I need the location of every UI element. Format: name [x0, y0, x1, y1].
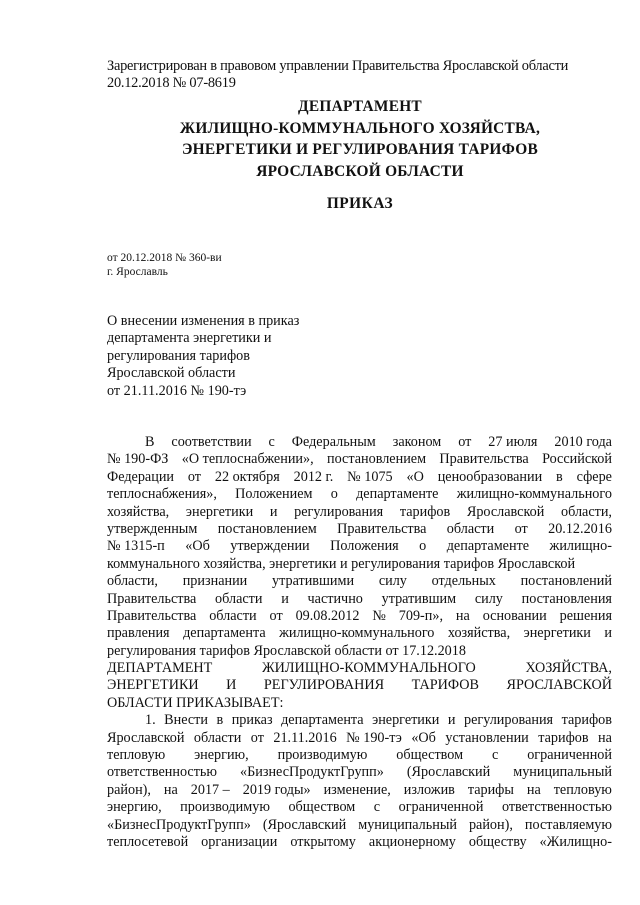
subject-line-2: департамента энергетики и [107, 330, 272, 347]
body-word: отдельных [431, 573, 496, 590]
body-word: 21.11.2016 [273, 729, 337, 746]
body-word: Ярославской [466, 503, 545, 520]
body-word: обществом [288, 799, 356, 816]
body-word: тепловую [553, 781, 612, 798]
body-word: теплоснабжения», [107, 486, 217, 503]
body-word: с [373, 799, 381, 816]
department-heading [100, 96, 620, 182]
body-word: Правительства [107, 607, 197, 624]
body-line [107, 538, 612, 555]
body-word: энергетики [185, 503, 254, 520]
order-subject [107, 313, 299, 400]
body-word: 2010 года [554, 434, 612, 450]
subject-line-3: регулирования тарифов [107, 347, 250, 364]
body-line [107, 486, 612, 503]
order-city: г. Ярославль [107, 266, 168, 278]
body-word: 20.12.2016 [548, 520, 612, 537]
order-meta [107, 251, 222, 279]
registration-line-2: 20.12.2018 № 07-8619 [107, 75, 236, 91]
body-line [107, 677, 612, 694]
body-word: № 1315-п [107, 538, 165, 555]
body-word: от [187, 468, 201, 485]
body-word: департамента [183, 625, 266, 642]
subject-line-5: от 21.11.2016 № 190-тэ [107, 382, 247, 399]
body-line [107, 799, 612, 816]
body-word: и [269, 503, 278, 520]
body-word: (Ярославский [406, 764, 491, 781]
body-word: с [268, 434, 275, 450]
body-word: изменение, [323, 781, 391, 798]
body-word: соответствии [171, 434, 252, 450]
body-word: Правительства [337, 520, 427, 537]
body-word: области [209, 607, 257, 624]
body-word: постановлением [217, 520, 317, 537]
body-word: сфере [576, 468, 612, 485]
body-line [107, 712, 612, 729]
body-word: 22 октября [214, 468, 280, 485]
body-word: В [145, 434, 155, 450]
body-word: и [604, 625, 612, 642]
body-word: «Об [185, 538, 210, 555]
body-word: хозяйства, [107, 503, 170, 520]
body-word: утратившим [381, 590, 457, 607]
body-word: район), [107, 781, 151, 798]
body-word: обществом [396, 747, 464, 764]
body-word: о [419, 538, 427, 555]
body-word: Положением [235, 486, 313, 503]
body-word: от [269, 607, 283, 624]
body-line [107, 660, 612, 677]
body-word: департаменте [446, 538, 530, 555]
body-word: постановлением [327, 451, 427, 468]
body-word: изложив [403, 781, 455, 798]
body-word: правления [107, 625, 170, 642]
body-line [107, 782, 612, 799]
body-word: на [163, 781, 178, 798]
body-word: № 1075 [347, 468, 393, 485]
body-word: № 190-тэ [346, 729, 402, 746]
department-line-1: ДЕПАРТАМЕНТ [298, 98, 422, 115]
body-word: теплосетевой [107, 833, 189, 850]
body-word: Внести [164, 712, 208, 729]
body-line [107, 434, 612, 451]
body-line [107, 451, 612, 468]
body-word: «БизнесПродуктГрупп» [107, 816, 251, 833]
body-word: области [193, 729, 242, 746]
order-body [107, 434, 612, 851]
body-word: законом [392, 434, 442, 450]
body-word: регулирования [294, 503, 384, 520]
body-word: 09.08.2012 [295, 607, 360, 624]
body-word: организации [201, 833, 278, 850]
body-word: муниципальный [358, 816, 457, 833]
body-line [107, 591, 612, 608]
body-word: коммунального хозяйства, энергетики и регулирования тарифов Ярославской [107, 555, 576, 572]
body-word: тарифов [538, 729, 589, 746]
body-line [107, 747, 612, 764]
body-word: утратившими [272, 573, 355, 590]
body-line [107, 834, 612, 851]
body-word: муниципальный [513, 764, 612, 781]
body-word: регулирования тарифов Ярославской области от 17.12.2018 [107, 642, 466, 659]
body-word: тарифов [399, 503, 451, 520]
body-word: департаменте [356, 486, 439, 503]
body-word: тарифы [467, 781, 514, 798]
body-word: Федеральным [291, 434, 376, 450]
body-line [107, 730, 612, 747]
body-word: приказ [231, 712, 273, 729]
body-word: в [556, 468, 563, 485]
body-word: от [250, 729, 264, 746]
body-word: энергетики [372, 712, 440, 729]
body-word: в [216, 712, 224, 729]
body-word: «Жилищно- [539, 833, 612, 850]
body-word: основании [482, 607, 547, 624]
order-title: ПРИКАЗ [326, 195, 394, 212]
body-word: утвержденным [107, 520, 198, 537]
body-word: ТАРИФОВ [411, 677, 480, 694]
body-word: на [598, 729, 612, 746]
body-word: с [491, 747, 499, 764]
body-line [107, 608, 612, 625]
body-line [107, 625, 612, 642]
body-word: жилищно- [549, 538, 612, 555]
body-word: и [281, 590, 289, 607]
body-word: энергетики [523, 625, 591, 642]
body-word: жилищно-коммунального [456, 486, 612, 503]
body-word: ответственностью [501, 799, 612, 816]
department-line-4: ЯРОСЛАВСКОЙ ОБЛАСТИ [256, 162, 464, 180]
body-word: и [447, 712, 456, 729]
body-word: 27 июля [488, 434, 538, 450]
subject-line-4: Ярославской области [107, 365, 236, 382]
body-word: 2012 г. [293, 468, 334, 485]
body-line [107, 643, 612, 660]
body-word: на [526, 781, 541, 798]
body-word: решения [559, 607, 612, 624]
order-date-number: от 20.12.2018 № 360-ви [107, 252, 222, 264]
body-word: «О теплоснабжении», [181, 451, 314, 468]
body-word: район), [468, 816, 513, 833]
body-word: РЕГУЛИРОВАНИЯ [263, 677, 385, 694]
registration-line-1: Зарегистрирован в правовом управлении Правительства Ярославской области [107, 58, 569, 74]
body-word: «Об [411, 729, 436, 746]
body-word: ограниченной [527, 747, 612, 764]
body-word: ОБЛАСТИ ПРИКАЗЫВАЕТ: [107, 694, 284, 711]
body-word: 2019 годы» [242, 781, 311, 798]
subject-line-1: О внесении изменения в приказ [107, 313, 300, 329]
body-line [107, 469, 612, 486]
body-word: ЭНЕРГЕТИКИ [107, 677, 199, 694]
body-word: установлении [445, 729, 529, 746]
body-word: хозяйства, [447, 625, 511, 642]
body-word: 709-п», [398, 607, 444, 624]
body-word: Правительства [439, 451, 529, 468]
body-word: ХОЗЯЙСТВА, [525, 660, 612, 677]
body-word: № [372, 607, 386, 624]
body-word: частично [307, 590, 363, 607]
body-word: жилищно-коммунального [279, 625, 435, 642]
body-word: области, [107, 573, 158, 590]
body-word: тепловую [107, 747, 166, 764]
body-word: постановлений [520, 573, 612, 590]
body-word: И [226, 677, 237, 694]
body-word: силу [378, 573, 407, 590]
department-line-2: ЖИЛИЩНО-КОММУНАЛЬНОГО ХОЗЯЙСТВА, [179, 119, 541, 137]
body-word: утверждении [230, 538, 310, 555]
body-line [107, 573, 612, 590]
body-word: области, [561, 503, 612, 520]
body-word: Положения [330, 538, 399, 555]
body-word: тарифов [561, 712, 612, 729]
body-word: о [330, 486, 338, 503]
body-word: ценообразовании [437, 468, 543, 485]
body-word: ЯРОСЛАВСКОЙ [506, 677, 612, 694]
body-word: признании [182, 573, 248, 590]
body-word: «О [406, 468, 424, 485]
department-line-3: ЭНЕРГЕТИКИ И РЕГУЛИРОВАНИЯ ТАРИФОВ [181, 141, 539, 158]
body-line [107, 504, 612, 521]
body-word: энергию, [107, 799, 162, 816]
body-word: производимую [180, 799, 270, 816]
body-word: «БизнесПродуктГрупп» [240, 764, 384, 781]
body-word: силу [474, 590, 503, 607]
body-word: 1. [145, 712, 156, 729]
body-word: поставляемую [524, 816, 612, 833]
body-word: 2017 – [190, 781, 230, 798]
body-line [107, 521, 612, 538]
body-line [107, 764, 612, 781]
registration-note [107, 58, 607, 92]
body-word: ЖИЛИЩНО-КОММУНАЛЬНОГО [261, 660, 476, 677]
body-word: от [514, 520, 528, 537]
body-word: производимую [277, 747, 368, 764]
body-word: энергию, [194, 747, 249, 764]
body-word: регулирования [464, 712, 554, 729]
body-word: области [215, 590, 263, 607]
body-word: открытому [290, 833, 356, 850]
body-word: постановления [521, 590, 612, 607]
body-line [107, 695, 612, 712]
body-word: Российской [542, 451, 612, 468]
body-line [107, 817, 612, 834]
body-line [107, 556, 612, 573]
body-word: Ярославской [107, 729, 185, 746]
body-word: департамента [281, 712, 364, 729]
body-word: № 190-ФЗ [107, 451, 169, 468]
body-word: (Ярославский [262, 816, 347, 833]
body-word: Федерации [107, 468, 175, 485]
body-word: Правительства [107, 590, 197, 607]
body-word: на [455, 607, 470, 624]
body-word: обществу [468, 833, 527, 850]
body-word: ДЕПАРТАМЕНТ [107, 660, 213, 677]
body-word: от [458, 434, 472, 450]
body-word: области [446, 520, 495, 537]
body-word: ответственностью [107, 764, 218, 781]
body-word: акционерному [368, 833, 456, 850]
body-word: ограниченной [398, 799, 484, 816]
